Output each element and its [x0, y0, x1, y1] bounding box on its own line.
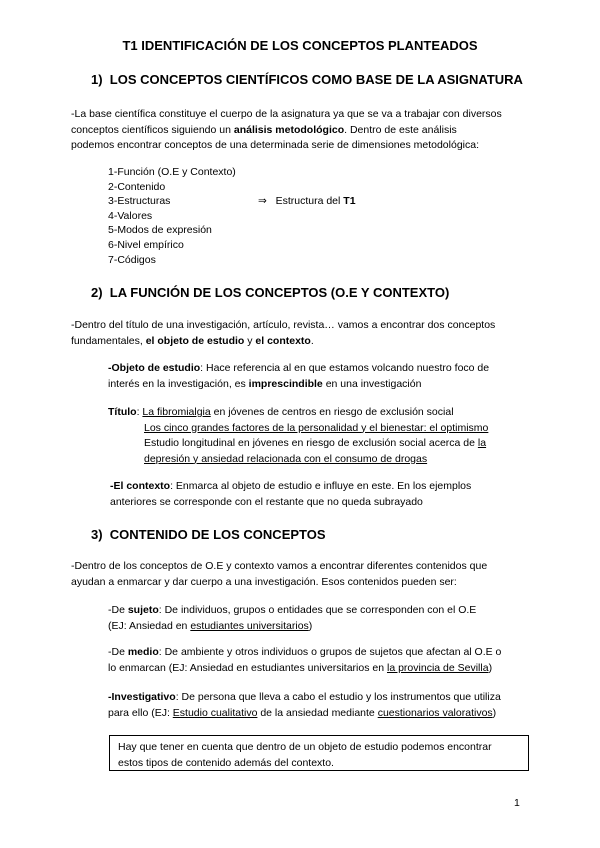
structure-note — [258, 194, 356, 210]
underlined-text: la provincia de Sevilla — [387, 661, 489, 674]
text-span: : De ambiente y otros individuos o grupos de sujetos que afectan al O.E o — [158, 646, 502, 658]
text-span: ) — [492, 706, 497, 719]
section-1-paragraph — [71, 107, 502, 154]
text-line — [108, 603, 476, 619]
underlined-text: la — [477, 437, 487, 449]
dimensions-list — [108, 165, 236, 267]
text-span: : De individuos, grupos o entidades que se corresponden con el O.E — [158, 604, 477, 616]
bold-term: T1 — [343, 195, 356, 207]
section-3-heading — [91, 527, 326, 542]
bold-term: Título — [108, 406, 137, 418]
bold-term: -Objeto de estudio — [108, 362, 201, 374]
text-line — [108, 421, 488, 437]
text-line — [108, 452, 488, 468]
text-line — [110, 479, 471, 495]
text-line — [108, 405, 488, 421]
text-line: -Dentro de los conceptos de O.E y contexto vamos a encontrar diferentes contenidos que — [71, 560, 488, 572]
contexto-paragraph — [110, 479, 471, 510]
underlined-text: depresión y ansiedad relacionada con el consumo de drogas — [144, 452, 428, 465]
list-item: 3-Estructuras — [108, 195, 171, 208]
bold-term: -Investigativo — [108, 691, 176, 703]
text-span: de la ansiedad mediante — [257, 706, 378, 719]
note-box — [109, 735, 529, 771]
medio-paragraph — [108, 645, 501, 676]
text-line — [108, 377, 489, 393]
text-span: en una investigación — [322, 377, 422, 390]
objeto-estudio-paragraph — [108, 361, 489, 392]
text-line — [71, 334, 495, 350]
titulo-examples — [108, 405, 488, 467]
text-span: : De persona que lleva a cabo el estudio y los instrumentos que utiliza — [175, 691, 501, 703]
text-span: interés en la investigación, es — [108, 377, 249, 390]
list-item: 5-Modos de expresión — [108, 224, 212, 237]
text-line: -Dentro del título de una investigación, artículo, revista… vamos a encontrar dos conceptos — [71, 319, 496, 331]
text-line: anteriores se corresponde con el restante que no queda subrayado — [110, 495, 423, 508]
bold-term: el objeto de estudio — [145, 334, 245, 347]
text-line — [108, 706, 501, 722]
text-span: ) — [488, 661, 493, 674]
underlined-text: cuestionarios valorativos — [377, 706, 493, 719]
text-line — [108, 661, 501, 677]
bold-term: medio — [127, 646, 159, 658]
text-span: para ello (EJ: — [108, 706, 173, 719]
text-span: Estructura del — [275, 195, 344, 207]
list-item: 2-Contenido — [108, 180, 166, 193]
section-1-heading — [91, 72, 523, 87]
list-item: 1-Función (O.E y Contexto) — [108, 166, 236, 178]
section-2-paragraph — [71, 318, 495, 349]
text-span: -De — [108, 604, 128, 616]
bold-term: sujeto — [127, 604, 159, 616]
text-span: . — [310, 334, 314, 347]
section-title: LA FUNCIÓN DE LOS CONCEPTOS (O.E Y CONTEXTO) — [109, 285, 450, 300]
arrow-icon: ⇒ — [258, 195, 267, 207]
page-title: T1 IDENTIFICACIÓN DE LOS CONCEPTOS PLANTEADOS — [122, 38, 478, 53]
text-span: (EJ: Ansiedad en — [108, 619, 191, 632]
text-span: en jóvenes de centros en riesgo de exclusión social — [210, 406, 454, 418]
text-span: . Dentro de este análisis — [344, 123, 457, 136]
text-span: lo enmarcan (EJ: Ansiedad en estudiantes universitarios en — [108, 661, 387, 674]
text-span: : — [136, 406, 143, 418]
text-line: Hay que tener en cuenta que dentro de un objeto de estudio podemos encontrar — [118, 741, 492, 753]
underlined-text: Estudio cualitativo — [172, 706, 258, 719]
underlined-text: La fibromialgia — [142, 406, 211, 418]
list-item: 4-Valores — [108, 209, 153, 222]
text-span: fundamentales, — [71, 334, 146, 347]
text-line — [108, 619, 476, 635]
bold-term: análisis metodológico — [233, 123, 345, 136]
list-item: 6-Nivel empírico — [108, 238, 184, 251]
section-number: 2) — [91, 285, 103, 300]
text-line — [108, 690, 501, 706]
text-line — [108, 436, 488, 452]
text-span: -De — [108, 646, 128, 658]
text-line: estos tipos de contenido además del contexto. — [118, 756, 334, 769]
underlined-text: estudiantes universitarios — [190, 619, 309, 632]
text-span: : Enmarca al objeto de estudio e influye en este. En los ejemplos — [170, 480, 472, 492]
text-span: Estudio longitudinal en jóvenes en riesgo de exclusión social acerca de — [144, 437, 478, 449]
page-number: 1 — [514, 797, 520, 809]
bold-term: el contexto — [255, 334, 311, 347]
list-item: 7-Códigos — [108, 253, 156, 266]
section-number: 1) — [91, 72, 103, 87]
text-span: ) — [308, 619, 313, 632]
text-span: y — [244, 334, 256, 347]
text-line — [108, 645, 501, 661]
text-span: conceptos científicos siguiendo un — [71, 123, 234, 136]
text-line — [108, 361, 489, 377]
text-line: ayudan a enmarcar y dar cuerpo a una investigación. Esos contenidos pueden ser: — [71, 575, 457, 588]
text-span: : Hace referencia al en que estamos volcando nuestro foco de — [200, 362, 490, 374]
investigativo-paragraph — [108, 690, 501, 721]
underlined-text: Los cinco grandes factores de la personalidad y el bienestar: el optimismo — [144, 421, 489, 434]
sujeto-paragraph — [108, 603, 476, 634]
text-line: -La base científica constituye el cuerpo de la asignatura ya que se va a trabajar con diversos — [71, 108, 502, 120]
text-line: podemos encontrar conceptos de una determinada serie de dimensiones metodológica: — [71, 139, 480, 151]
text-line — [71, 123, 502, 139]
bold-term: -El contexto — [110, 480, 171, 492]
section-title: LOS CONCEPTOS CIENTÍFICOS COMO BASE DE LA ASIGNATURA — [109, 72, 523, 87]
bold-term: imprescindible — [248, 377, 323, 390]
section-title: CONTENIDO DE LOS CONCEPTOS — [109, 527, 326, 542]
section-2-heading — [91, 285, 449, 300]
section-3-paragraph — [71, 559, 487, 590]
section-number: 3) — [91, 527, 103, 542]
